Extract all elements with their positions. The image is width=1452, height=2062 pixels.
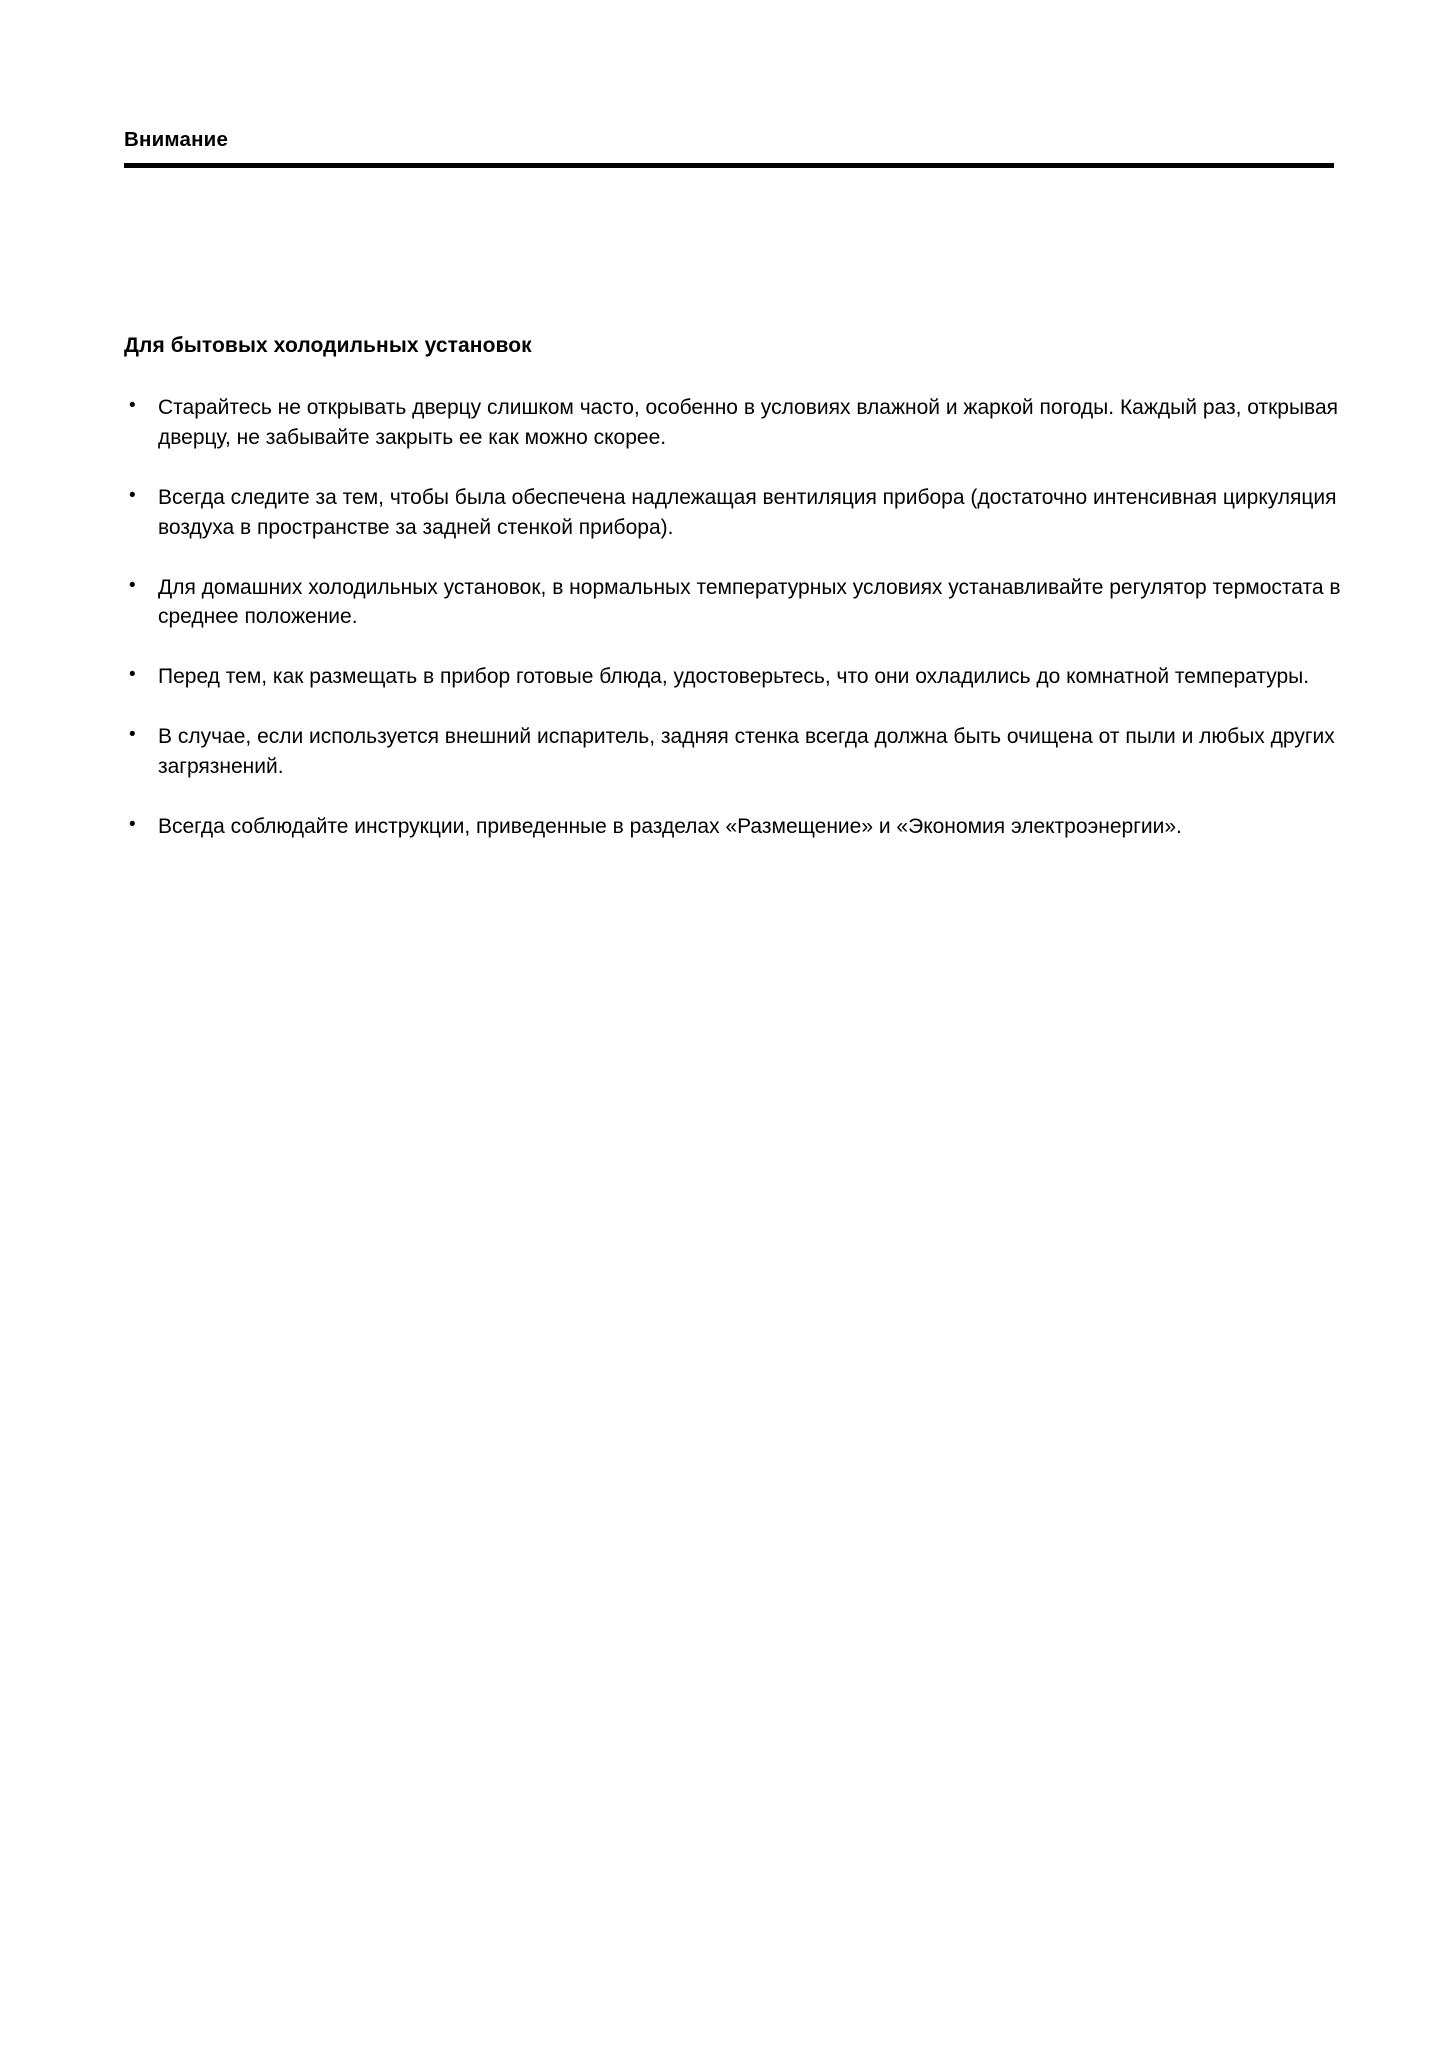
page-title: Внимание xyxy=(124,128,229,151)
header-divider xyxy=(124,163,1334,168)
page-header xyxy=(124,128,1334,153)
list-item xyxy=(124,393,1354,453)
bullet-icon: • xyxy=(129,574,136,596)
page-content xyxy=(124,332,1354,841)
bullet-icon: • xyxy=(129,395,136,417)
list-item-text: Для домашних холодильных установок, в нормальных температурных условиях устанавливайте регулятор термостата в среднее положение. xyxy=(158,575,1341,629)
list-item-text: Всегда соблюдайте инструкции, приведенные в разделах «Размещение» и «Экономия электроэнергии». xyxy=(158,814,1182,838)
list-item-text: Старайтесь не открывать дверцу слишком часто, особенно в условиях влажной и жаркой погоды. Каждый раз, открывая дверцу, не забывайте закрыть ее как можно скорее. xyxy=(158,396,1339,450)
bullet-icon: • xyxy=(129,723,136,745)
list-item-text: Перед тем, как размещать в прибор готовые блюда, удостоверьтесь, что они охладились до комнатной температуры. xyxy=(158,665,1310,689)
section-title: Для бытовых холодильных установок xyxy=(124,334,532,357)
list-item-text: В случае, если используется внешний испаритель, задняя стенка всегда должна быть очищена от пыли и любых других загрязнений. xyxy=(158,724,1335,778)
list-item xyxy=(124,662,1354,692)
bullet-icon: • xyxy=(129,813,136,835)
bullet-icon: • xyxy=(129,484,136,506)
list-item xyxy=(124,573,1354,633)
bullet-list xyxy=(124,393,1354,841)
list-item xyxy=(124,812,1354,842)
list-item xyxy=(124,483,1354,543)
list-item-text: Всегда следите за тем, чтобы была обеспечена надлежащая вентиляция прибора (достаточно интенсивная циркуляция воздуха в пространстве за задней стенкой прибора). xyxy=(158,485,1337,539)
list-item xyxy=(124,722,1354,782)
bullet-icon: • xyxy=(129,664,136,686)
